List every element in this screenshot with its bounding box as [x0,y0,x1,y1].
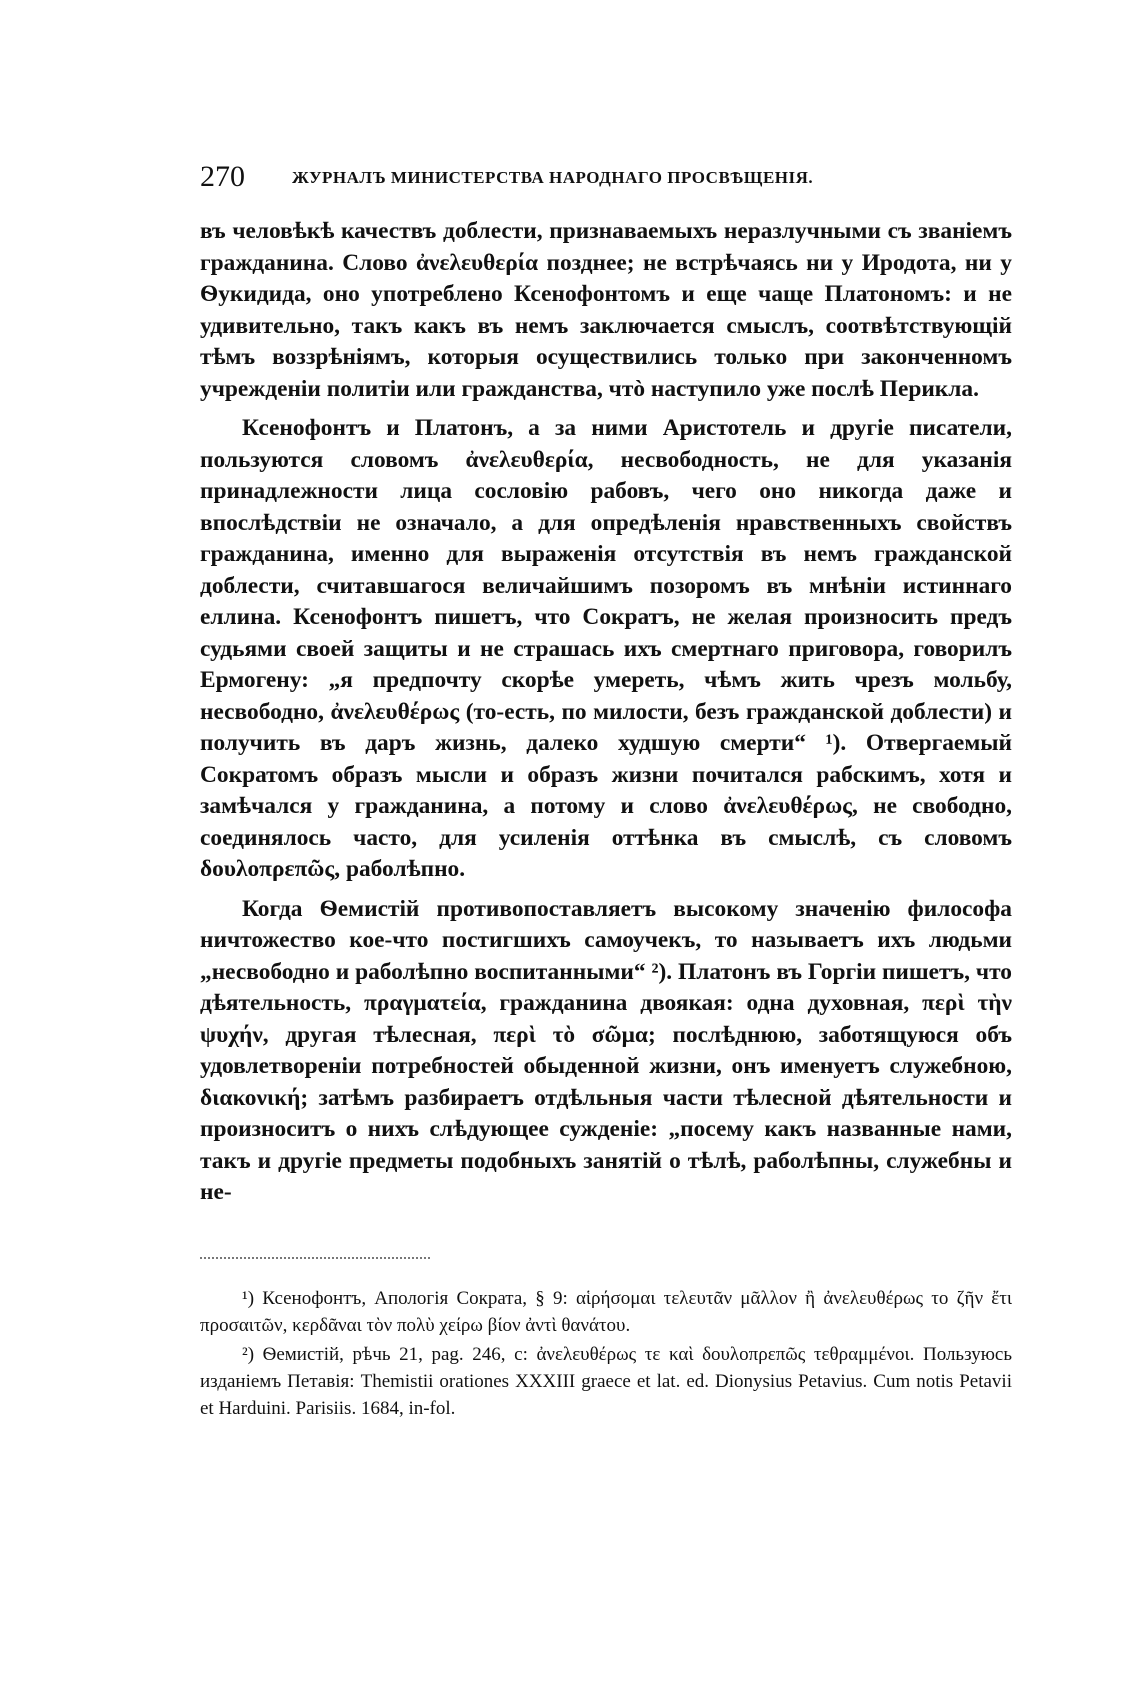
footnotes [200,1285,1012,1422]
paragraph-1: въ человѣкѣ качествъ доблести, признаваемыхъ неразлучными съ званіемъ гражданина. Слово ἀνελευθερία позднее; не встрѣчаясь ни у Иродота, ни у Ѳукидида, оно употреблено Ксенофонтомъ и еще чаще Платономъ: и не удивительно, такъ какъ въ немъ заключается смыслъ, соотвѣтствующій тѣмъ воззрѣніямъ, которыя осуществились только при законченномъ учрежденіи политіи или гражданства, чтò наступило уже послѣ Перикла. [200,218,1012,402]
paragraph-2: Ксенофонтъ и Платонъ, а за ними Аристотель и другіе писатели, пользуются словомъ ἀνελευθερία, несвободность, не для указанія принадлежности лица сословію рабовъ, чего оно никогда даже и впослѣдствіи не означало, а для опредѣленія нравственныхъ свойствъ гражданина, именно для выраженія отсутствія въ немъ гражданской доблести, считавшагося величайшимъ позоромъ въ мнѣніи истиннаго еллина. Ксенофонтъ пишетъ, что Сократъ, не желая произносить предъ судьями своей защиты и не страшась ихъ смертнаго приговора, говорилъ Ермогену: „я предпочту скорѣе умереть, чѣмъ жить чрезъ мольбу, несвободно, ἀνελευθέρως (то-есть, по милости, безъ гражданской доблести) и получить въ даръ жизнь, далеко худшую смерти“ ¹). Отвергаемый Сократомъ образъ мысли и образъ жизни почитался рабскимъ, хотя и замѣчался у гражданина, а потому и слово ἀνελευθέρως, не свободно, соединялось часто, для усиленія оттѣнка въ смыслѣ, съ словомъ δουλοπρεπῶς, раболѣпно. [200,415,1012,882]
body-text [200,216,1012,1209]
book-page [200,160,1012,1422]
page-header [200,160,1012,198]
running-title: ЖУРНАЛЪ МИНИСТЕРСТВА НАРОДНАГО ПРОСВѢЩЕНІЯ. [292,168,814,187]
footnote-separator [200,1257,430,1259]
footnote-2: ²) Ѳемистій, рѣчь 21, pag. 246, c: ἀνελευθέρως τε καὶ δουλοπρεπῶς τεθραμμένοι. Пользуюсь изданіемъ Петавія: Themistii orationes XXXIII graece et lat. ed. Dionysius Petavius. Cum notis Petavii et Harduini. Parisiis. 1684, in-fol. [200,1343,1012,1419]
footnote-1: ¹) Ксенофонтъ, Апологія Сократа, § 9: αἱρήσομαι τελευτᾶν μᾶλλον ἢ ἀνελευθέρως το ζῆν ἔτι προσαιτῶν, κερδᾶναι τὸν πολὺ χείρω βίον ἀντὶ θανάτου. [200,1287,1012,1336]
paragraph-3: Когда Ѳемистій противопоставляетъ высокому значенію философа ничтожество кое-что постигшихъ самоучекъ, то называетъ ихъ людьми „несвободно и раболѣпно воспитанными“ ²). Платонъ въ Горгіи пишетъ, что дѣятельность, πραγματεία, гражданина двоякая: одна духовная, περὶ τὴν ψυχήν, другая тѣлесная, περὶ τὸ σῶμα; послѣднюю, заботящуюся объ удовлетвореніи потребностей обыденной жизни, онъ именуетъ служебною, διακονική; затѣмъ разбираетъ отдѣльныя части тѣлесной дѣятельности и произноситъ о нихъ слѣдующее сужденіе: „посему какъ названные нами, такъ и другіе предметы подобныхъ занятій о тѣлѣ, раболѣпны, служебны и не- [200,895,1012,1205]
page-number: 270 [200,160,245,193]
